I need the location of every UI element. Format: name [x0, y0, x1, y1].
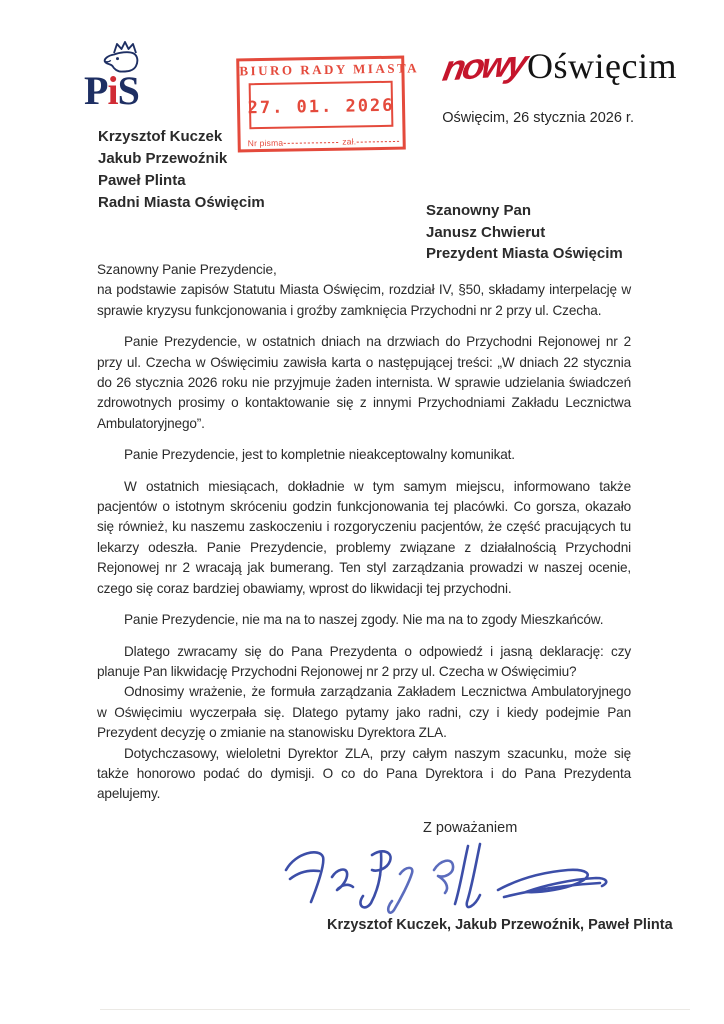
nowy-oswiecim-logo — [439, 42, 677, 89]
stamp-nr-pisma-line: -------------- — [283, 136, 340, 148]
pis-letter-p: P — [84, 68, 108, 113]
sender-name-2: Jakub Przewoźnik — [98, 150, 228, 167]
paragraph-6: Dlatego zwracamy się do Pana Prezydenta o odpowiedź i jasną deklarację: czy planuje Pan likwidację Przychodni Rejonowej nr 2 przy ul. Czecha w Oświęcimiu? — [97, 643, 631, 679]
sender-name-3: Paweł Plinta — [98, 172, 186, 189]
nowy-wordmark: nowy — [439, 42, 529, 89]
pis-letter-s: S — [117, 68, 139, 113]
pis-party-logo — [84, 40, 174, 111]
recipient-title: Prezydent Miasta Oświęcim — [426, 245, 623, 262]
stamp-reference-row — [247, 135, 401, 149]
paragraph-3: Panie Prezydencie, jest to kompletnie nieakceptowalny komunikat. — [124, 447, 515, 463]
sender-name-1: Krzysztof Kuczek — [98, 128, 223, 145]
recipient-honorific: Szanowny Pan — [426, 202, 532, 219]
signatories-names: Krzysztof Kuczek, Jakub Przewoźnik, Paweł Plinta — [327, 917, 673, 933]
sender-role: Radni Miasta Oświęcim — [98, 194, 265, 211]
stamp-office-name: BIURO RADY MIASTA — [239, 60, 420, 79]
letter-body — [97, 260, 631, 805]
paragraph-7: Odnosimy wrażenie, że formuła zarządzania Zakładem Lecznictwa Ambulatoryjnego w Oświęcimiu wyczerpała się. Dlatego pytamy jako radni, czy i kiedy podejmie Pan Prezydent decyzję o zmianie na stanowisku Dyrektora ZLA. — [97, 684, 631, 741]
place-and-date-line: Oświęcim, 26 stycznia 2026 r. — [442, 110, 634, 126]
handwritten-signature — [280, 840, 646, 920]
pis-wordmark — [84, 68, 174, 113]
pis-letter-i: i — [107, 68, 118, 113]
stamp-zal-line: ----------- — [356, 135, 401, 147]
oswiecim-wordmark: Oświęcim — [527, 46, 677, 86]
paragraph-8: Dotychczasowy, wieloletni Dyrektor ZLA, przy całym naszym szacunku, może się także honorowo podać do dymisji. O co do Pana Dyrektora i do Pana Prezydenta apelujemy. — [97, 745, 631, 802]
sender-block — [98, 126, 265, 214]
salutation: Szanowny Panie Prezydencie, — [97, 262, 277, 277]
paragraph-4: W ostatnich miesiącach, dokładnie w tym samym miejscu, informowano także pacjentów o istotnym skróceniu godzin funkcjonowania tej placówki. Co gorsza, okazało się również, ku naszemu zaskoczeniu i rozgoryczeniu pacjentów, że część pracujących tu lekarzy odeszła. Panie Prezydencie, problemy związane z działalnością Przychodni Rejonowej nr 2 wracają jak bumerang. Ten styl zarządzania prowadzi w naszej ocenie, czego się coraz bardziej obawiamy, wprost do likwidacji tej przychodni. — [97, 478, 631, 596]
paragraph-1: na podstawie zapisów Statutu Miasta Oświęcim, rozdział IV, §50, składamy interpelację w sprawie kryzysu funkcjonowania i groźby zamknięcia Przychodni nr 2 przy ul. Czecha. — [97, 282, 631, 318]
stamp-zal-label: zał. — [342, 136, 357, 147]
recipient-block — [426, 200, 623, 265]
stamp-nr-pisma-label: Nr pisma — [247, 137, 284, 149]
stamp-date: 27. 01. 2026 — [247, 95, 395, 119]
paragraph-2: Panie Prezydencie, w ostatnich dniach na drzwiach do Przychodni Rejonowej nr 2 przy ul. Czecha w Oświęcimiu zawisła karta o następującej treści: „W dniach 22 stycznia do 26 stycznia 2026 roku nie przyjmuje żaden internista. W sprawie udzielania świadczeń zdrowotnych prosimy o kontaktowanie się z innymi Przychodniami Zakładu Lecznictwa Ambulatoryjnego”. — [97, 334, 631, 431]
paragraph-5: Panie Prezydencie, nie ma na to naszej zgody. Nie ma na to zgody Mieszkańców. — [124, 612, 604, 628]
scan-edge-artifact — [100, 1009, 690, 1010]
valediction: Z poważaniem — [423, 820, 518, 836]
recipient-name: Janusz Chwierut — [426, 223, 546, 241]
